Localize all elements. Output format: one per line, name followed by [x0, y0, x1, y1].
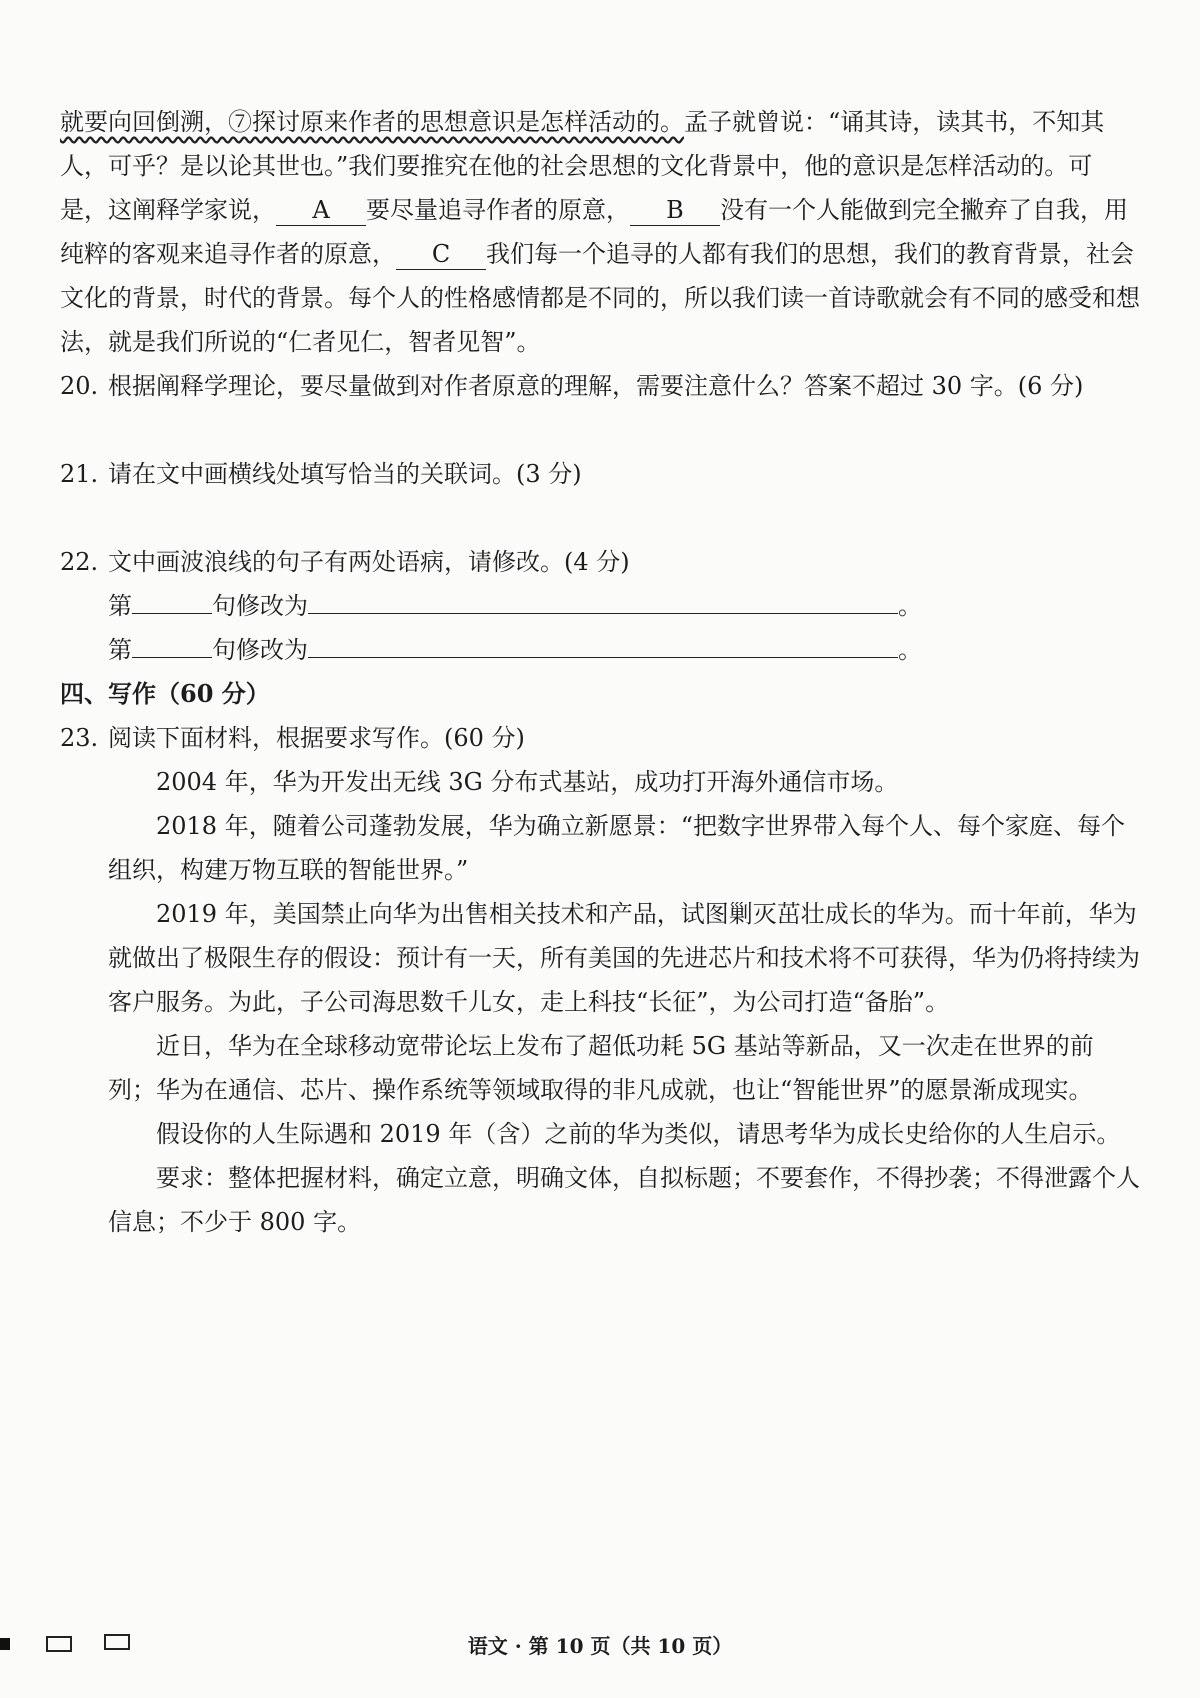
blank-a: A: [276, 195, 366, 226]
sentence-number-blank[interactable]: [132, 657, 212, 658]
passage-text-2: 要尽量追寻作者的原意，: [366, 196, 630, 224]
page-footer: 语文 · 第 10 页（共 10 页）: [467, 1634, 733, 1658]
blank-b: B: [630, 195, 720, 226]
question-22: [60, 540, 1140, 584]
material-paragraph-3: 2019 年，美国禁止向华为出售相关技术和产品，试图剿灭茁壮成长的华为。而十年前，华为就做出了极限生存的假设：预计有一天，所有美国的先进芯片和技术将不可获得，华为仍将持续为客户服务。为此，子公司海思数千儿女，走上科技“长征”，为公司打造“备胎”。: [108, 900, 1140, 1016]
correction-line-1: [60, 584, 1140, 628]
passage-text-1: 孟子就曾说：“诵其诗，读其书，不知其人，可乎？是以论其世也。”我们要推究在他的社会思想的文化背景中，他的意识是怎样活动的。可是，这阐释学家说，: [60, 108, 1105, 224]
section-title: 四、写作（60 分）: [60, 679, 270, 708]
question-number: 21.: [60, 460, 99, 488]
exam-page: [60, 100, 1140, 1244]
question-text: 阅读下面材料，根据要求写作。(60 分): [108, 724, 525, 752]
question-text: 根据阐释学理论，要尽量做到对作者原意的理解，需要注意什么？答案不超过 30 字。(6 分): [108, 372, 1084, 400]
fill-prefix: 第: [108, 636, 132, 664]
fill-prefix: 第: [108, 592, 132, 620]
writing-requirements: 要求：整体把握材料，确定立意，明确文体，自拟标题；不要套作，不得抄袭；不得泄露个人信息；不少于 800 字。: [108, 1164, 1140, 1236]
fill-end: 。: [898, 592, 922, 620]
question-21: [60, 452, 1140, 496]
fill-mid: 句修改为: [212, 592, 308, 620]
correction-blank[interactable]: [308, 657, 898, 658]
correction-blank[interactable]: [308, 613, 898, 614]
correction-line-2: [60, 628, 1140, 672]
fill-end: 。: [898, 636, 922, 664]
question-text: 文中画波浪线的句子有两处语病，请修改。(4 分): [108, 548, 630, 576]
material-paragraph-2: 2018 年，随着公司蓬勃发展，华为确立新愿景：“把数字世界带入每个人、每个家庭、每个组织，构建万物互联的智能世界。”: [108, 812, 1125, 884]
passage-text-3: 没有一个人能做到完全撇弃了自我，用纯粹的客观来追寻作者的原意，: [60, 196, 1128, 268]
question-number: 23.: [60, 724, 99, 752]
material-paragraph-4: 近日，华为在全球移动宽带论坛上发布了超低功耗 5G 基站等新品，又一次走在世界的前列；华为在通信、芯片、操作系统等领域取得的非凡成就，也让“智能世界”的愿景渐成现实。: [108, 1032, 1094, 1104]
passage-text-4: 我们每一个追寻的人都有我们的思想，我们的教育背景，社会文化的背景，时代的背景。每个人的性格感情都是不同的，所以我们读一首诗歌就会有不同的感受和想法，就是我们所说的“仁者见仁，智者见智”。: [60, 240, 1140, 356]
blank-c: C: [396, 239, 486, 270]
question-text: 请在文中画横线处填写恰当的关联词。(3 分): [108, 460, 582, 488]
question-23: [60, 716, 1140, 760]
question-number: 22.: [60, 548, 99, 576]
answer-space: [60, 408, 1140, 452]
question-20: [60, 364, 1140, 408]
reading-passage: [60, 100, 1140, 364]
material-paragraph-5: 假设你的人生际遇和 2019 年（含）之前的华为类似，请思考华为成长史给你的人生启示。: [156, 1120, 1121, 1148]
material-paragraph-1: 2004 年，华为开发出无线 3G 分布式基站，成功打开海外通信市场。: [156, 768, 899, 796]
wavy-underlined-sentence: 就要向回倒溯，⑦探讨原来作者的思想意识是怎样活动的。: [60, 108, 684, 136]
fill-mid: 句修改为: [212, 636, 308, 664]
question-number: 20.: [60, 372, 99, 400]
answer-space: [60, 496, 1140, 540]
sentence-number-blank[interactable]: [132, 613, 212, 614]
